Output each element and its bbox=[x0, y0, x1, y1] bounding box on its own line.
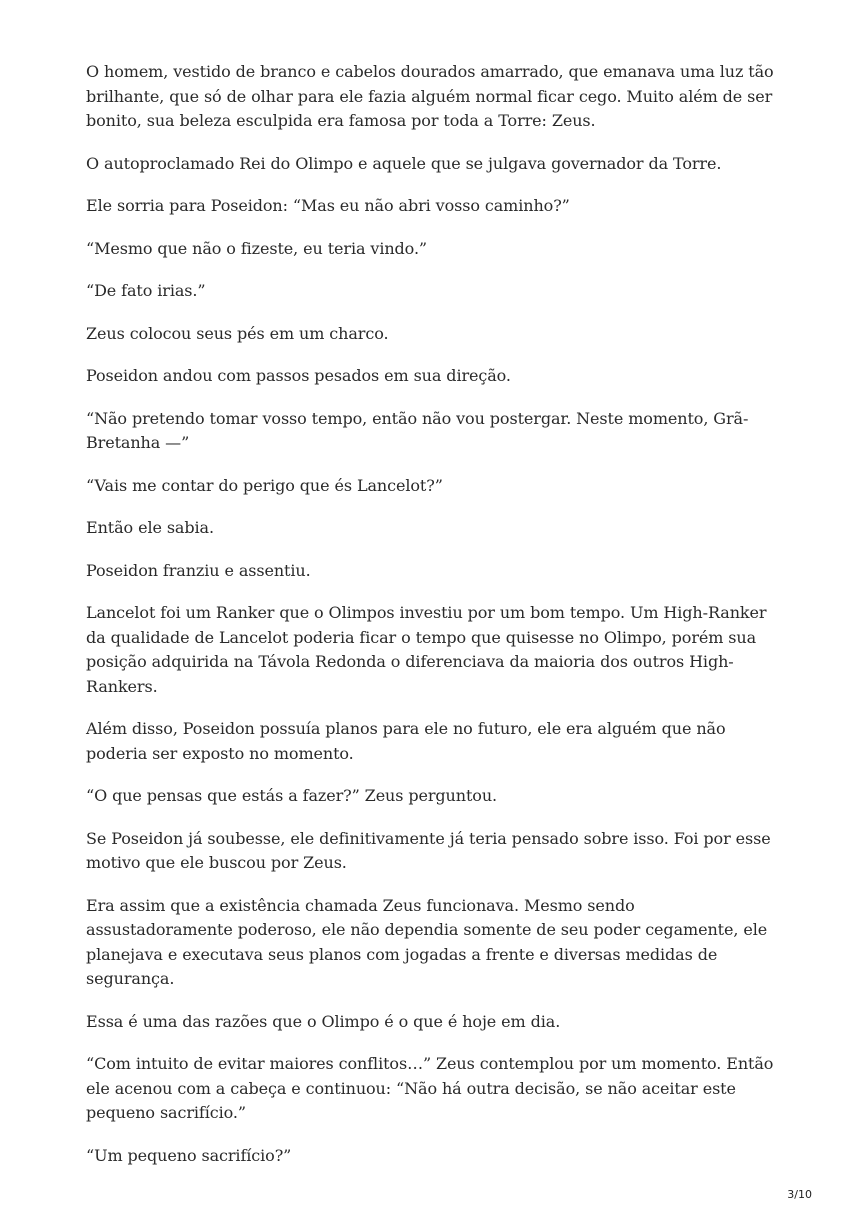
page-body bbox=[86, 60, 786, 1186]
paragraph: Poseidon franziu e assentiu. bbox=[86, 560, 311, 580]
paragraph: Ele sorria para Poseidon: “Mas eu não abri vosso caminho?” bbox=[86, 196, 570, 215]
page-number: 3/10 bbox=[787, 1188, 812, 1201]
paragraph: “Com intuito de evitar maiores conflitos…” Zeus contemplou por um momento. Então ele acenou com a cabeça e continuou: “Não há outra decisão, se não aceitar este pequeno sacrifício.” bbox=[86, 1054, 774, 1122]
paragraph: “Um pequeno sacrifício?” bbox=[86, 1145, 292, 1165]
paragraph: O autoproclamado Rei do Olimpo e aquele que se julgava governador da Torre. bbox=[86, 153, 722, 173]
paragraph: “Vais me contar do perigo que és Lancelot?” bbox=[86, 475, 443, 495]
paragraph: Lancelot foi um Ranker que o Olimpos investiu por um bom tempo. Um High-Ranker da qualidade de Lancelot poderia ficar o tempo que quisesse no Olimpo, porém sua posição adquirida na Távola Redonda o diferenciava da maioria dos outros High-Rankers. bbox=[86, 603, 767, 696]
paragraph: Além disso, Poseidon possuía planos para ele no futuro, ele era alguém que não poderia ser exposto no momento. bbox=[86, 719, 726, 763]
paragraph: O homem, vestido de branco e cabelos dourados amarrado, que emanava uma luz tão brilhante, que só de olhar para ele fazia alguém normal ficar cego. Muito além de ser bonito, sua beleza esculpida era famosa por toda a Torre: Zeus. bbox=[86, 62, 774, 130]
paragraph: Então ele sabia. bbox=[86, 518, 214, 537]
paragraph: Essa é uma das razões que o Olimpo é o que é hoje em dia. bbox=[86, 1011, 561, 1031]
paragraph: Poseidon andou com passos pesados em sua direção. bbox=[86, 366, 511, 385]
paragraph: Se Poseidon já soubesse, ele definitivamente já teria pensado sobre isso. Foi por esse motivo que ele buscou por Zeus. bbox=[86, 828, 771, 872]
paragraph: “Mesmo que não o fizeste, eu teria vindo.” bbox=[86, 238, 428, 258]
paragraph: “De fato irias.” bbox=[86, 281, 206, 300]
paragraph: “Não pretendo tomar vosso tempo, então não vou postergar. Neste momento, Grã-Bretanha —” bbox=[86, 408, 749, 452]
paragraph: “O que pensas que estás a fazer?” Zeus perguntou. bbox=[86, 786, 498, 805]
paragraph: Era assim que a existência chamada Zeus funcionava. Mesmo sendo assustadoramente poderoso, ele não dependia somente de seu poder cegamente, ele planejava e executava seus planos com jogadas a frente e diversas medidas de segurança. bbox=[86, 895, 768, 988]
paragraph: Zeus colocou seus pés em um charco. bbox=[86, 323, 389, 343]
